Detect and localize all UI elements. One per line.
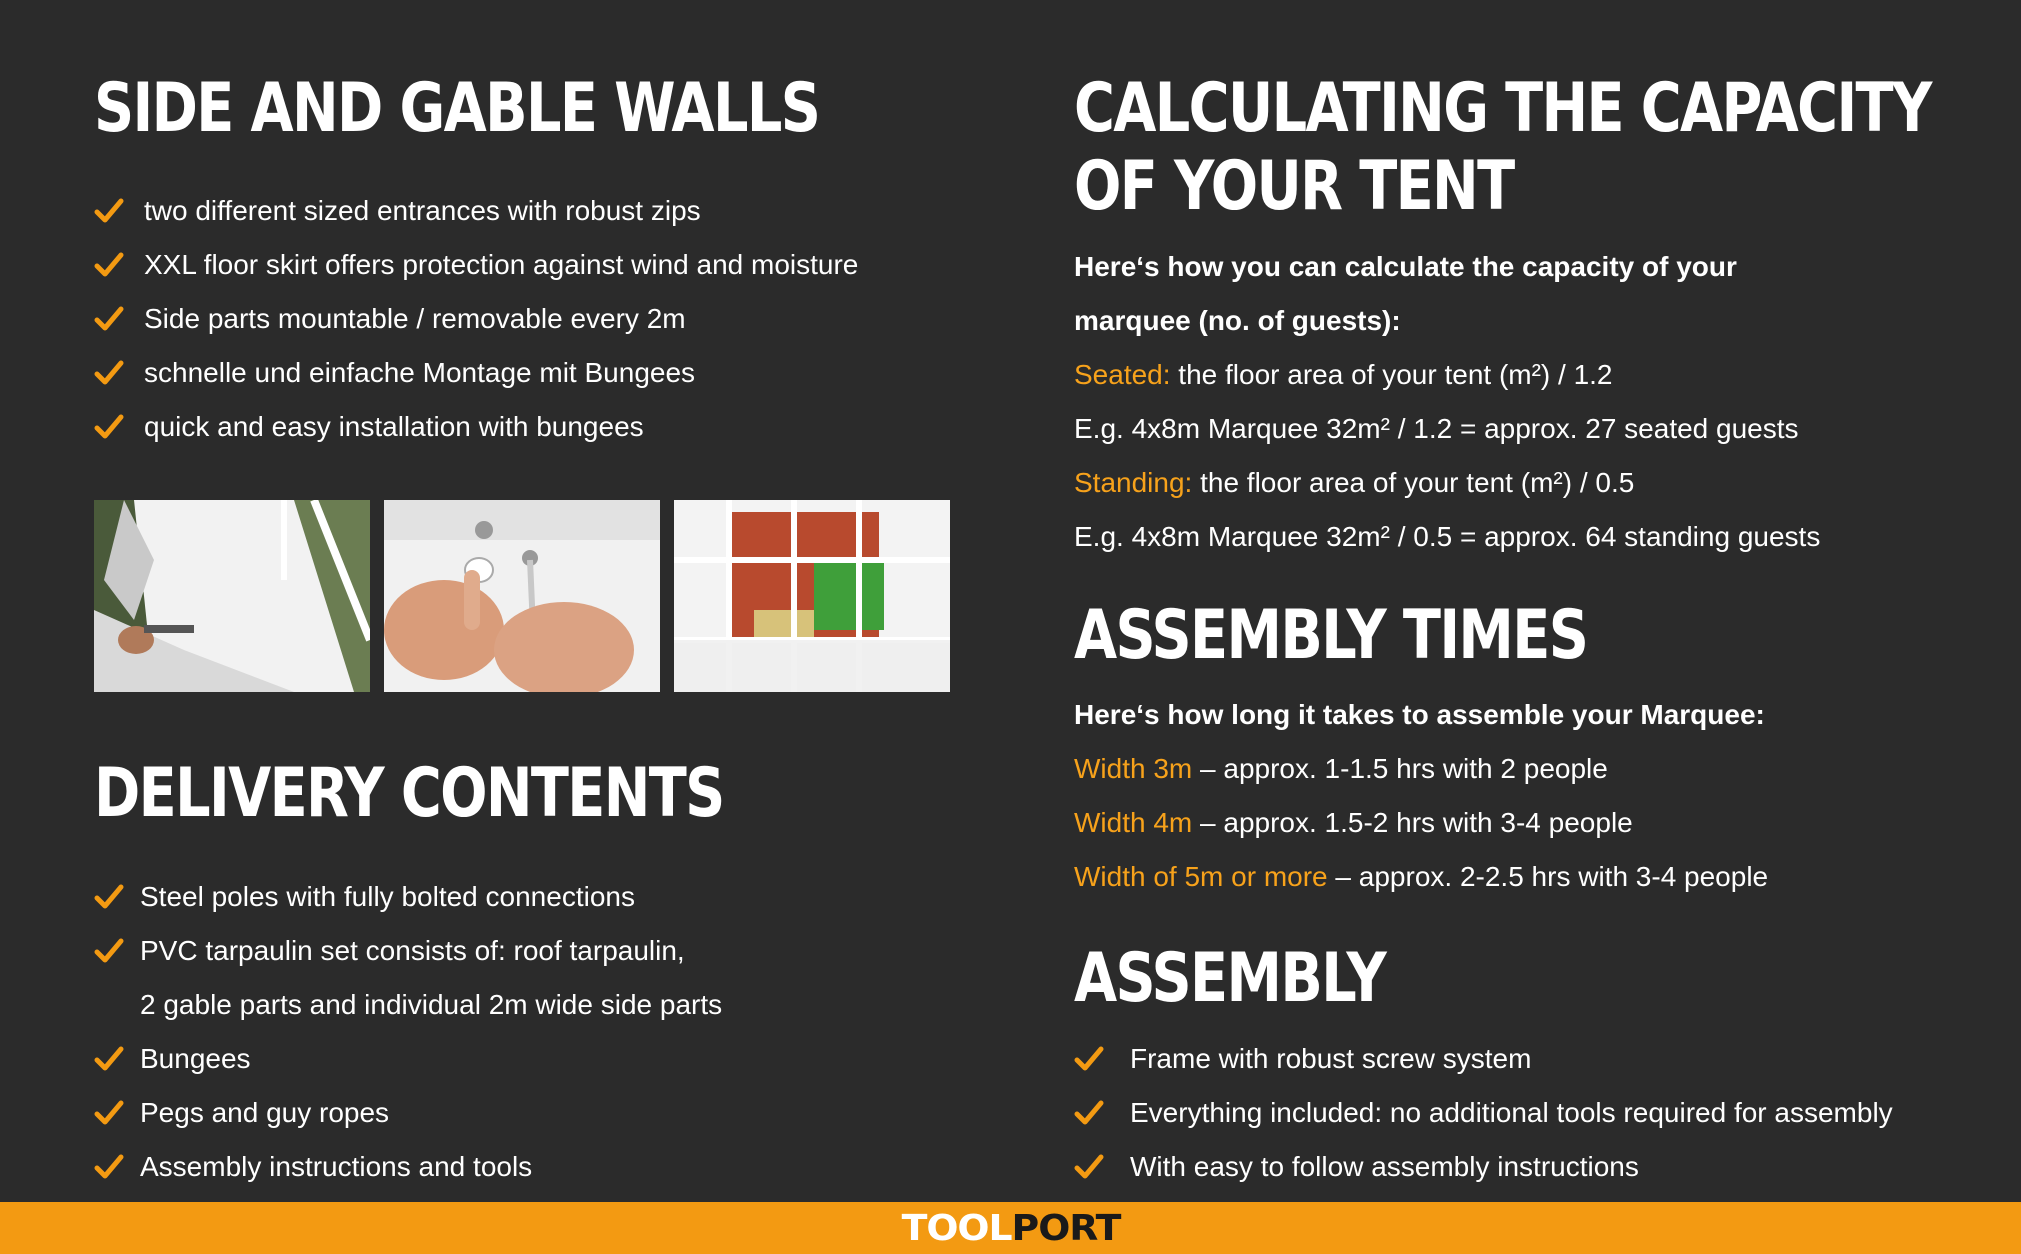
bungee-hook-photo: [384, 500, 660, 692]
list-item-text: Pegs and guy ropes: [140, 1097, 390, 1128]
check-icon: [94, 305, 124, 333]
check-icon: [94, 197, 124, 225]
standing-example: E.g. 4x8m Marquee 32m² / 0.5 = approx. 64 standing guests: [1074, 521, 1821, 552]
list-item-text: Steel poles with fully bolted connections: [140, 881, 635, 912]
capacity-title: [1074, 70, 2021, 226]
list-item-continuation: 2 gable parts and individual 2m wide side parts: [140, 989, 723, 1020]
check-icon: [1074, 1045, 1104, 1073]
assembly-list: [1074, 1032, 1893, 1194]
side-walls-title: SIDE AND GABLE WALLS: [94, 69, 820, 148]
time-row: [1074, 850, 1768, 904]
time-row-label: Width 4m: [1074, 807, 1193, 838]
check-icon: [1074, 1099, 1104, 1127]
seated-label: Seated:: [1074, 359, 1171, 390]
list-item-text: Side parts mountable / removable every 2m: [144, 303, 686, 334]
time-row-text: – approx. 1.5-2 hrs with 3-4 people: [1192, 807, 1633, 838]
list-item: [94, 400, 858, 454]
logo-part-2: PORT: [1011, 1208, 1120, 1249]
list-item: [94, 238, 858, 292]
time-row: [1074, 742, 1768, 796]
tent-wall-zip-photo: [94, 500, 370, 692]
time-row-label: Width of 5m or more: [1074, 861, 1328, 892]
list-item: [1074, 1032, 1893, 1086]
list-item: [94, 1086, 722, 1140]
list-item: [94, 346, 858, 400]
list-item-text: quick and easy installation with bungees: [144, 411, 644, 442]
list-item: [94, 184, 858, 238]
list-item: [94, 1032, 722, 1086]
list-item-text: With easy to follow assembly instructions: [1130, 1151, 1639, 1182]
seated-example: E.g. 4x8m Marquee 32m² / 1.2 = approx. 27 seated guests: [1074, 413, 1799, 444]
check-icon: [94, 1045, 124, 1073]
logo-part-1: TOOL: [901, 1208, 1012, 1249]
capacity-intro-line-2: marquee (no. of guests):: [1074, 305, 1401, 336]
side-walls-list: [94, 184, 858, 454]
list-item-text: two different sized entrances with robust zips: [144, 195, 701, 226]
list-item: [94, 870, 722, 924]
list-item-text: XXL floor skirt offers protection against wind and moisture: [144, 249, 859, 280]
standing-label: Standing:: [1074, 467, 1193, 498]
delivery-list: [94, 870, 722, 978]
check-icon: [94, 883, 124, 911]
tent-window-photo: [674, 500, 950, 692]
list-item-text: Assembly instructions and tools: [140, 1151, 533, 1182]
check-icon: [94, 359, 124, 387]
footer-bar: [0, 1202, 2021, 1254]
assembly-times-body: [1074, 688, 1768, 904]
list-item-text: schnelle und einfache Montage mit Bungees: [144, 357, 696, 388]
list-item-text: Frame with robust screw system: [1130, 1043, 1532, 1074]
list-item-text: Bungees: [140, 1043, 251, 1074]
list-item: [94, 1140, 722, 1194]
capacity-title-line-2: OF YOUR TENT: [1074, 147, 1514, 226]
delivery-list-wrapper: [94, 870, 722, 1194]
delivery-list-cont: [94, 1032, 722, 1194]
check-icon: [1074, 1153, 1104, 1181]
seated-formula: [1074, 348, 1820, 402]
delivery-title: DELIVERY CONTENTS: [94, 754, 724, 833]
photo-strip: [94, 500, 950, 692]
standing-text: the floor area of your tent (m²) / 0.5: [1192, 467, 1635, 498]
check-icon: [94, 937, 124, 965]
list-item: [1074, 1140, 1893, 1194]
assembly-times-title: ASSEMBLY TIMES: [1074, 596, 1588, 675]
seated-text: the floor area of your tent (m²) / 1.2: [1170, 359, 1613, 390]
standing-formula: [1074, 456, 1820, 510]
capacity-title-line-1: CALCULATING THE CAPACITY: [1074, 69, 1931, 148]
capacity-body: [1074, 240, 1820, 564]
check-icon: [94, 413, 124, 441]
list-item: [94, 924, 722, 978]
assembly-times-intro: Here‘s how long it takes to assemble your Marquee:: [1074, 699, 1765, 730]
capacity-intro-line-1: Here‘s how you can calculate the capacity of your: [1074, 251, 1737, 282]
assembly-title: ASSEMBLY: [1074, 939, 1386, 1018]
list-item-text: Everything included: no additional tools required for assembly: [1130, 1097, 1893, 1128]
list-item: [1074, 1086, 1893, 1140]
list-item: [94, 292, 858, 346]
check-icon: [94, 251, 124, 279]
time-row-label: Width 3m: [1074, 753, 1193, 784]
time-row-text: – approx. 2-2.5 hrs with 3-4 people: [1327, 861, 1769, 892]
check-icon: [94, 1099, 124, 1127]
list-item-text: PVC tarpaulin set consists of: roof tarpaulin,: [140, 935, 685, 966]
toolport-logo: [901, 1209, 1120, 1249]
time-row-text: – approx. 1-1.5 hrs with 2 people: [1192, 753, 1608, 784]
check-icon: [94, 1153, 124, 1181]
time-row: [1074, 796, 1768, 850]
